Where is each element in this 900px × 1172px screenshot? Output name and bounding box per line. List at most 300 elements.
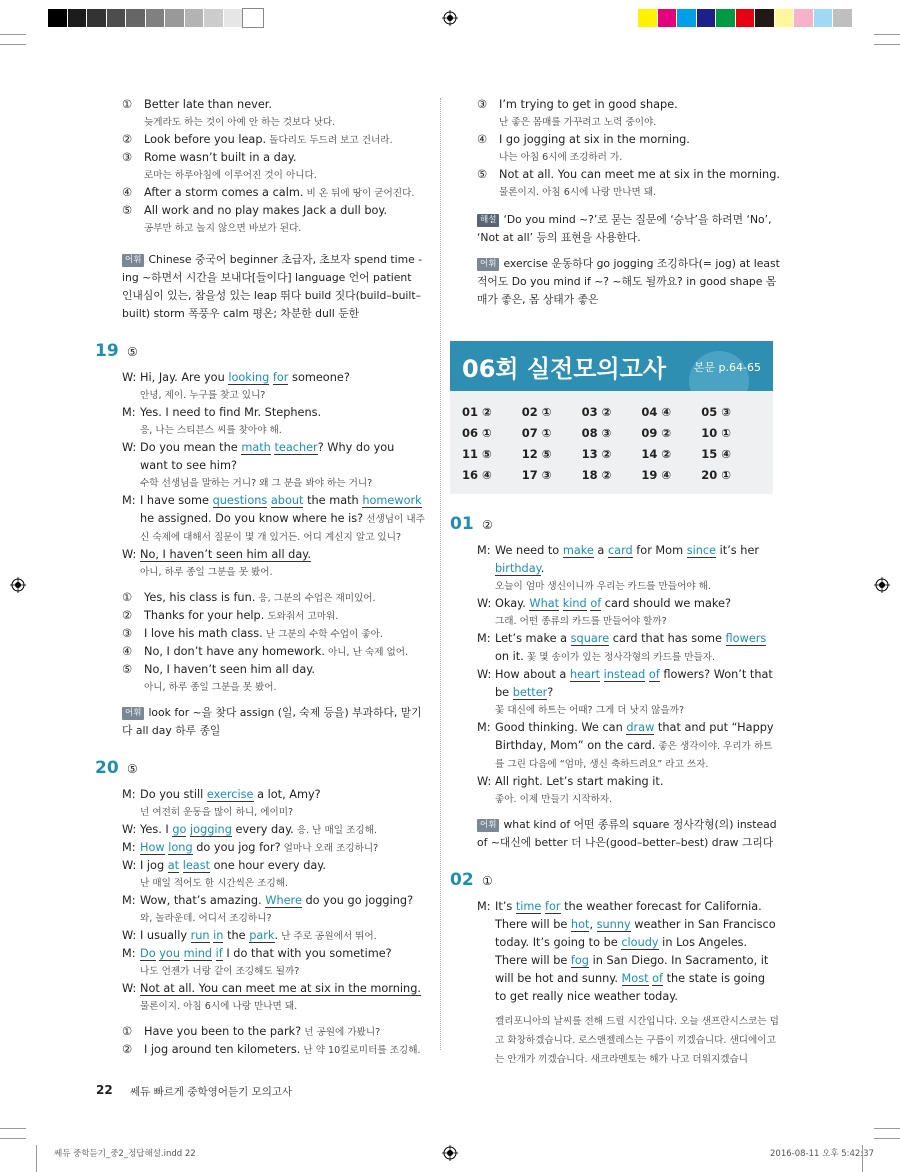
answer-cell: 03 ② bbox=[581, 405, 612, 419]
option-number: ④ bbox=[122, 645, 133, 658]
utterance bbox=[140, 892, 425, 927]
option-text: I jog around ten kilometers. 난 약 10킬로미터를 조깅해. bbox=[144, 1043, 421, 1056]
answer-option bbox=[122, 96, 425, 131]
utterance bbox=[140, 404, 425, 439]
dictation-blank: teacher bbox=[274, 441, 318, 454]
speaker-label: W: bbox=[477, 775, 492, 788]
speaker-label: M: bbox=[122, 894, 136, 907]
option-body bbox=[144, 643, 425, 661]
option-translation: 난 그분의 수학 수업이 좋아. bbox=[262, 629, 383, 640]
speaker-label: W: bbox=[122, 859, 137, 872]
dictation-blank: Not at all. You can meet me at six in the morning. bbox=[140, 982, 421, 995]
vocab-tag: 어휘 bbox=[477, 258, 499, 271]
dictation-blank: long bbox=[168, 841, 193, 854]
dictation-blank: in bbox=[213, 929, 224, 942]
page-reference: 본문 p.64-65 bbox=[693, 361, 761, 374]
utterance-text: How long do you jog for? 얼마나 오래 조깅하니? bbox=[140, 841, 379, 854]
option-translation: 도와줘서 고마워. bbox=[264, 611, 339, 622]
vocab-note bbox=[477, 255, 780, 309]
answer-option bbox=[122, 149, 425, 184]
question-02-header bbox=[450, 870, 780, 890]
answer-cell: 14 ② bbox=[641, 447, 672, 461]
color-swatch bbox=[146, 9, 166, 27]
utterance-translation: 선생님이 내주신 숙제에 대해서 질문이 몇 개 있거든. 어디 계신지 알고 있니? bbox=[140, 514, 425, 543]
dictation-blank: cloudy bbox=[621, 936, 659, 949]
utterance-text: We need to make a card for Mom since it’s her birthday. bbox=[495, 544, 760, 575]
option-translation: 난 약 10킬로미터를 조깅해. bbox=[300, 1045, 421, 1056]
speaker-label: W: bbox=[122, 929, 137, 942]
book-title: 쎄듀 빠르게 중학영어듣기 모의고사 bbox=[130, 1086, 293, 1098]
option-number: ⑤ bbox=[122, 663, 133, 676]
dialogue-line bbox=[122, 439, 425, 492]
utterance-text bbox=[140, 980, 425, 998]
dictation-blank: questions bbox=[212, 494, 268, 507]
question-number: 02 bbox=[450, 870, 474, 890]
file-slug: 쎄듀 중학듣기_중2_정답해설.indd 22 bbox=[54, 1149, 196, 1159]
answer-option bbox=[477, 96, 780, 131]
option-number: ② bbox=[122, 1043, 133, 1056]
option-number: ⑤ bbox=[122, 204, 133, 217]
answer-cell: 20 ① bbox=[701, 468, 731, 482]
dialogue-line bbox=[122, 980, 425, 1015]
explanation-text: ‘Do you mind ~?’로 묻는 질문에 ‘승낙’을 하려면 ‘No’, ‘Not at all’ 등의 표현을 사용한다. bbox=[477, 213, 772, 244]
answer-option bbox=[122, 643, 425, 661]
dictation-blank: sunny bbox=[596, 918, 631, 931]
option-text: Have you been to the park? 넌 공원에 가봤니? bbox=[144, 1025, 381, 1038]
utterance-text: Yes. I go jogging every day. 응. 난 매일 조깅해. bbox=[140, 823, 377, 836]
utterance-translation: 응. 난 매일 조깅해. bbox=[293, 825, 377, 836]
speaker-label: M: bbox=[477, 632, 491, 645]
dictation-blank: fog bbox=[570, 954, 589, 967]
color-swatch bbox=[833, 9, 853, 27]
utterance-text: All right. Let’s start making it. bbox=[495, 775, 664, 788]
dictation-blank: least bbox=[182, 859, 211, 872]
dictation-blank: birthday bbox=[495, 562, 541, 575]
crop-mark bbox=[0, 1128, 26, 1129]
answer-cell: 17 ③ bbox=[521, 468, 552, 482]
utterance-text: Do you mind if I do that with you sometime? bbox=[140, 947, 392, 960]
utterance-translation: 아니, 하루 종일 그분을 못 봤어. bbox=[140, 567, 273, 578]
vocab-text: exercise 운동하다 go jogging 조깅하다(= jog) at least 적어도 Do you mind if ~? ~해도 될까요? in good shape 몸매가 좋은, 몸 상태가 좋은 bbox=[477, 257, 780, 306]
option-text: I love his math class. 난 그분의 수학 수업이 좋아. bbox=[144, 627, 383, 640]
dictation-blank: of bbox=[652, 972, 663, 985]
utterance-translation: 와, 놀라운데. 어디서 조깅하니? bbox=[140, 913, 272, 924]
option-translation: 나는 아침 6시에 조깅하러 가. bbox=[499, 152, 623, 163]
utterance bbox=[140, 821, 425, 839]
speaker-label: W: bbox=[122, 823, 137, 836]
question-answer: ⑤ bbox=[127, 762, 138, 776]
vocab-tag: 어휘 bbox=[477, 819, 499, 832]
utterance-text bbox=[140, 546, 425, 564]
utterance-translation: 나도 언젠가 너랑 같이 조깅해도 될까? bbox=[140, 966, 300, 977]
speaker-label: W: bbox=[122, 371, 137, 384]
dialogue-line bbox=[122, 369, 425, 404]
option-translation: 물론이지. 아침 6시에 나랑 만나면 돼. bbox=[499, 187, 657, 198]
option-translation: 늦게라도 하는 것이 아예 안 하는 것보다 낫다. bbox=[144, 117, 336, 128]
dialogue-line bbox=[122, 492, 425, 546]
utterance bbox=[495, 719, 780, 773]
dialogue-line bbox=[477, 719, 780, 773]
option-text: No, I don’t have any homework. 아니, 난 숙제 없어. bbox=[144, 645, 409, 658]
color-swatch bbox=[87, 9, 107, 27]
option-translation: 응, 그분의 수업은 재미있어. bbox=[255, 593, 376, 604]
option-translation: 넌 공원에 가봤니? bbox=[301, 1027, 381, 1038]
dialogue-line bbox=[477, 595, 780, 630]
answer-cell: 12 ⑤ bbox=[521, 447, 552, 461]
utterance-text: It’s time for the weather forecast for California. There will be hot, sunny weather in San Francisco today. It’s going to be cloudy in Los Angeles. There will be fog in San Diego. In Sacramento, it will be hot and sunny. Most of the state is going to get really nice weather today. bbox=[495, 900, 776, 1003]
question-answer: ① bbox=[482, 874, 493, 888]
answer-key-box bbox=[450, 341, 773, 494]
option-body bbox=[499, 96, 780, 131]
option-translation: 공부만 하고 놀지 않으면 바보가 된다. bbox=[144, 223, 302, 234]
dialogue-line bbox=[122, 892, 425, 927]
option-number: ① bbox=[122, 98, 133, 111]
q19-script bbox=[95, 369, 425, 581]
option-text: After a storm comes a calm. 비 온 뒤에 땅이 굳어진다. bbox=[144, 186, 415, 199]
dialogue-line bbox=[122, 927, 425, 945]
speaker-label: W: bbox=[477, 668, 492, 681]
dictation-blank: card bbox=[607, 544, 633, 557]
dialogue-line bbox=[122, 404, 425, 439]
option-body bbox=[144, 607, 425, 625]
utterance bbox=[140, 945, 425, 980]
dictation-blank: heart bbox=[569, 668, 601, 681]
registration-mark-icon bbox=[442, 1145, 458, 1161]
date-slug: 2016-08-11 오후 5:42:37 bbox=[770, 1149, 874, 1159]
answer-cell: 11 ⑤ bbox=[462, 447, 492, 461]
left-column bbox=[95, 96, 425, 1059]
answer-cell: 04 ④ bbox=[641, 405, 672, 419]
dictation-blank: time bbox=[515, 900, 542, 913]
utterance-text: Okay. What kind of card should we make? bbox=[495, 597, 731, 610]
vocab-text: what kind of 어떤 종류의 square 정사각형(의) instead of ~대신에 better 더 나은(good–better–best) draw 그리다 bbox=[477, 818, 777, 849]
speaker-label: M: bbox=[122, 947, 136, 960]
registration-mark-icon bbox=[442, 10, 458, 26]
color-swatch bbox=[126, 9, 146, 27]
option-text: Better late than never. bbox=[144, 98, 272, 111]
utterance bbox=[140, 927, 425, 945]
dictation-blank: jogging bbox=[190, 823, 232, 836]
vocab-text: look for ~을 찾다 assign (일, 숙제 등을) 부과하다, 맡기다 all day 하루 종일 bbox=[122, 706, 422, 737]
answer-cell: 02 ① bbox=[521, 405, 552, 419]
dialogue-line bbox=[122, 546, 425, 581]
dictation-blank: kind bbox=[562, 597, 587, 610]
q02-script bbox=[450, 898, 780, 1006]
speaker-label: M: bbox=[122, 494, 136, 507]
explanation-note bbox=[477, 211, 780, 247]
speaker-label: M: bbox=[477, 544, 491, 557]
dictation-blank: run bbox=[190, 929, 210, 942]
dialogue-line bbox=[477, 666, 780, 719]
utterance-text: I jog at least one hour every day. bbox=[140, 859, 326, 872]
answer-option bbox=[122, 131, 425, 149]
dialogue-line bbox=[122, 857, 425, 892]
vocab-text: Chinese 중국어 beginner 초급자, 초보자 spend time -ing ~하면서 시간을 보내다[들이다] language 언어 patient 인내심이 있는, 참을성 있는 leap 뛰다 build 짓다(build–built–built) storm 폭풍우 calm 평온; 차분한 dull 둔한 bbox=[122, 253, 423, 320]
dictation-blank: What bbox=[529, 597, 560, 610]
option-number: ① bbox=[122, 591, 133, 604]
utterance-text: I usually run in the park. 난 주로 공원에서 뛰어. bbox=[140, 929, 377, 942]
option-number: ④ bbox=[122, 186, 133, 199]
dialogue-line bbox=[477, 630, 780, 666]
dictation-blank: math bbox=[241, 441, 271, 454]
dictation-blank: Where bbox=[265, 894, 302, 907]
crop-mark bbox=[36, 1145, 37, 1172]
color-swatch bbox=[165, 9, 185, 27]
utterance bbox=[495, 542, 780, 595]
utterance bbox=[140, 857, 425, 892]
speaker-label: M: bbox=[122, 841, 136, 854]
option-body bbox=[144, 661, 425, 696]
dictation-blank: park bbox=[249, 929, 275, 942]
color-swatch bbox=[794, 9, 814, 27]
utterance bbox=[140, 546, 425, 581]
dialogue-line bbox=[122, 821, 425, 839]
color-swatch bbox=[814, 9, 834, 27]
dictation-blank: Do bbox=[140, 947, 156, 960]
dialogue-line bbox=[122, 945, 425, 980]
option-text: All work and no play makes Jack a dull boy. bbox=[144, 204, 388, 217]
utterance-translation: 오늘이 엄마 생신이니까 우리는 카드를 만들어야 해. bbox=[495, 581, 711, 592]
utterance bbox=[140, 980, 425, 1015]
option-translation: 아니, 하루 종일 그분을 못 봤어. bbox=[144, 682, 277, 693]
answer-key-title: 06회 실전모의고사 bbox=[462, 355, 667, 383]
option-number: ④ bbox=[477, 133, 488, 146]
dictation-blank: square bbox=[570, 632, 610, 645]
question-01-header bbox=[450, 514, 780, 534]
answer-option bbox=[122, 184, 425, 202]
translation-paragraph: 캘리포니아의 날씨를 전해 드릴 시간입니다. 오늘 샌프란시스코는 덥고 화창하겠습니다. 로스앤젤레스는 구름이 끼겠습니다. 샌디에이고는 안개가 끼겠습니다. 새크라멘토는 해가 나고 더워지겠습니 bbox=[495, 1016, 779, 1065]
option-number: ③ bbox=[122, 151, 133, 164]
q19-options bbox=[95, 589, 425, 696]
speaker-label: W: bbox=[122, 548, 137, 561]
color-swatch bbox=[775, 9, 795, 27]
option-translation: 난 좋은 몸매를 가꾸려고 노력 중이야. bbox=[499, 117, 657, 128]
q20-options bbox=[95, 1023, 425, 1059]
dictation-blank: for bbox=[272, 371, 289, 384]
option-translation: 비 온 뒤에 땅이 굳어진다. bbox=[303, 188, 415, 199]
utterance-translation: 수학 선생님을 말하는 거니? 왜 그 분을 봐야 하는 거니? bbox=[140, 478, 373, 489]
option-body bbox=[144, 1041, 425, 1059]
page-number: 22 bbox=[96, 1083, 113, 1097]
dictation-blank: since bbox=[686, 544, 717, 557]
vocab-note bbox=[122, 251, 425, 323]
utterance-translation: 난 주로 공원에서 뛰어. bbox=[278, 931, 377, 942]
question-number: 01 bbox=[450, 514, 474, 534]
utterance-translation: 응, 나는 스티븐스 씨를 찾아야 해. bbox=[140, 425, 282, 436]
answer-cell: 13 ② bbox=[581, 447, 612, 461]
dictation-blank: draw bbox=[626, 721, 655, 734]
answer-cell: 08 ③ bbox=[581, 426, 612, 440]
dictation-blank: flowers bbox=[725, 632, 767, 645]
dialogue-line bbox=[477, 898, 780, 1006]
column-divider bbox=[440, 98, 441, 1050]
color-swatch bbox=[48, 9, 68, 27]
answer-cell: 09 ② bbox=[641, 426, 672, 440]
question-number: 19 bbox=[95, 341, 119, 361]
option-text: I go jogging at six in the morning. bbox=[499, 133, 690, 146]
vocab-tag: 어휘 bbox=[122, 707, 144, 720]
answer-option bbox=[122, 589, 425, 607]
option-number: ① bbox=[122, 1025, 133, 1038]
utterance bbox=[140, 369, 425, 404]
utterance bbox=[140, 839, 425, 857]
utterance-translation: 물론이지. 아침 6시에 나랑 만나면 돼. bbox=[140, 1001, 298, 1012]
option-body bbox=[499, 131, 780, 166]
answer-grid bbox=[450, 391, 773, 494]
option-body bbox=[144, 202, 425, 237]
utterance bbox=[140, 786, 425, 821]
crop-mark bbox=[874, 1138, 900, 1139]
dialogue-line bbox=[122, 786, 425, 821]
utterance-text: How about a heart instead of flowers? Won’t that be better? bbox=[495, 668, 773, 699]
dialogue-line bbox=[122, 839, 425, 857]
utterance-translation: 난 매일 적어도 한 시간씩은 조깅해. bbox=[140, 878, 289, 889]
color-swatch bbox=[697, 9, 717, 27]
dictation-blank: How bbox=[140, 841, 165, 854]
speaker-label: W: bbox=[122, 982, 137, 995]
dictation-blank: instead bbox=[603, 668, 646, 681]
dictation-blank: homework bbox=[362, 494, 422, 507]
utterance-translation: 좋은 생각이야. 우리가 하트를 그린 다음에 “엄마, 생신 축하드려요” 라고 쓰자. bbox=[495, 741, 773, 770]
crop-mark bbox=[874, 34, 900, 35]
answer-cell: 16 ④ bbox=[462, 468, 492, 482]
option-body bbox=[144, 1023, 425, 1041]
speaker-label: M: bbox=[477, 900, 491, 913]
speaker-label: M: bbox=[477, 721, 491, 734]
color-swatch bbox=[204, 9, 224, 27]
utterance-text: Do you still exercise a lot, Amy? bbox=[140, 788, 321, 801]
option-body bbox=[144, 149, 425, 184]
utterance-translation: 꽃 몇 송이가 있는 정사각형의 카드를 만들자. bbox=[523, 652, 716, 663]
answer-option bbox=[122, 1023, 425, 1041]
dialogue-line bbox=[477, 773, 780, 808]
dictation-blank: you bbox=[159, 947, 180, 960]
speaker-label: M: bbox=[122, 406, 136, 419]
vocab-note bbox=[477, 816, 780, 852]
color-swatch bbox=[638, 9, 658, 27]
option-number: ⑤ bbox=[477, 168, 488, 181]
option-number: ③ bbox=[477, 98, 488, 111]
question-19-header bbox=[95, 341, 425, 361]
question-20-header bbox=[95, 758, 425, 778]
option-body bbox=[144, 96, 425, 131]
answer-option bbox=[122, 661, 425, 696]
answer-cell: 05 ③ bbox=[701, 405, 731, 419]
answer-cell: 15 ④ bbox=[701, 447, 731, 461]
utterance-text: Do you mean the math teacher? Why do you want to see him? bbox=[140, 441, 395, 472]
utterance bbox=[495, 666, 780, 719]
question-answer: ② bbox=[482, 518, 493, 532]
utterance bbox=[140, 492, 425, 546]
dictation-blank: of bbox=[590, 597, 602, 610]
dictation-blank: about bbox=[270, 494, 304, 507]
dictation-blank: exercise bbox=[206, 788, 254, 801]
utterance bbox=[495, 898, 780, 1006]
utterance-text: Let’s make a square card that has some flowers on it. 꽃 몇 송이가 있는 정사각형의 카드를 만들자. bbox=[495, 632, 767, 663]
dictation-blank: mind bbox=[183, 947, 213, 960]
utterance-translation: 좋아. 이제 만들기 시작하자. bbox=[495, 794, 613, 805]
dictation-blank: of bbox=[648, 668, 660, 681]
vocab-tag: 어휘 bbox=[122, 254, 144, 267]
option-text: I’m trying to get in good shape. bbox=[499, 98, 678, 111]
utterance bbox=[140, 439, 425, 492]
option-body bbox=[144, 625, 425, 643]
utterance-text: Hi, Jay. Are you looking for someone? bbox=[140, 371, 350, 384]
utterance-text: Good thinking. We can draw that and put “Happy Birthday, Mom” on the card. 좋은 생각이야. 우리가 하트를 그린 다음에 “엄마, 생신 축하드려요” 라고 쓰자. bbox=[495, 721, 774, 770]
utterance-text: Yes. I need to find Mr. Stephens. bbox=[140, 406, 322, 419]
question-number: 20 bbox=[95, 758, 119, 778]
color-swatch-bar bbox=[638, 9, 853, 27]
color-swatch bbox=[68, 9, 88, 27]
speaker-label: M: bbox=[122, 788, 136, 801]
registration-mark-icon bbox=[874, 577, 890, 593]
answer-cell: 07 ① bbox=[521, 426, 552, 440]
dictation-blank: if bbox=[215, 947, 223, 960]
color-swatch bbox=[243, 9, 263, 27]
dialogue-line bbox=[477, 542, 780, 595]
color-swatch bbox=[736, 9, 756, 27]
option-translation: 돌다리도 두드려 보고 건너라. bbox=[266, 135, 393, 146]
answer-cell: 19 ④ bbox=[641, 468, 672, 482]
color-swatch bbox=[107, 9, 127, 27]
dictation-blank: No, I haven’t seen him all day. bbox=[140, 548, 311, 561]
utterance-translation: 꽃 대신에 하트는 어때? 그게 더 낫지 않을까? bbox=[495, 705, 685, 716]
color-swatch bbox=[755, 9, 775, 27]
utterance-text: I have some questions about the math homework he assigned. Do you know where he is? 선생님이 내주신 숙제에 대해서 질문이 몇 개 있거든. 어디 계신지 알고 있니? bbox=[140, 494, 425, 543]
registration-mark-icon bbox=[10, 577, 26, 593]
answer-cell: 06 ① bbox=[462, 426, 492, 440]
gray-swatch-bar bbox=[48, 9, 263, 27]
option-text: Yes, his class is fun. 응, 그분의 수업은 재미있어. bbox=[144, 591, 376, 604]
utterance-translation: 그래. 어떤 종류의 카드를 만들어야 할까? bbox=[495, 616, 667, 627]
speaker-label: W: bbox=[122, 441, 137, 454]
dictation-blank: at bbox=[167, 859, 180, 872]
vocab-note bbox=[122, 704, 425, 740]
right-column bbox=[450, 96, 780, 1069]
dictation-blank: hot bbox=[570, 918, 590, 931]
crop-mark bbox=[0, 1138, 26, 1139]
utterance-translation: 넌 여전히 운동을 많이 하니, 에이미? bbox=[140, 807, 294, 818]
answer-cell: 18 ② bbox=[581, 468, 612, 482]
answer-option bbox=[122, 1041, 425, 1059]
crop-mark bbox=[0, 44, 26, 45]
dictation-blank: make bbox=[562, 544, 594, 557]
option-number: ② bbox=[122, 609, 133, 622]
utterance bbox=[495, 773, 780, 808]
q20-script bbox=[95, 786, 425, 1015]
option-text: Rome wasn’t built in a day. bbox=[144, 151, 297, 164]
option-translation: 로마는 하루아침에 이루어진 것이 아니다. bbox=[144, 170, 317, 181]
explanation-tag: 해설 bbox=[477, 214, 499, 227]
utterance-text: Wow, that’s amazing. Where do you go jogging? bbox=[140, 894, 414, 907]
crop-mark bbox=[874, 44, 900, 45]
option-body bbox=[499, 166, 780, 201]
answer-option bbox=[477, 166, 780, 201]
top-options bbox=[450, 96, 780, 201]
utterance-translation: 얼마나 오래 조깅하니? bbox=[280, 843, 379, 854]
answer-option bbox=[122, 607, 425, 625]
option-body bbox=[144, 131, 425, 149]
answer-option bbox=[477, 131, 780, 166]
pre-options bbox=[95, 96, 425, 237]
q01-script bbox=[450, 542, 780, 808]
crop-mark bbox=[0, 34, 26, 35]
option-body bbox=[144, 589, 425, 607]
question-answer: ⑤ bbox=[127, 345, 138, 359]
dictation-blank: better bbox=[512, 686, 548, 699]
color-swatch bbox=[224, 9, 244, 27]
dictation-blank: Most bbox=[621, 972, 649, 985]
